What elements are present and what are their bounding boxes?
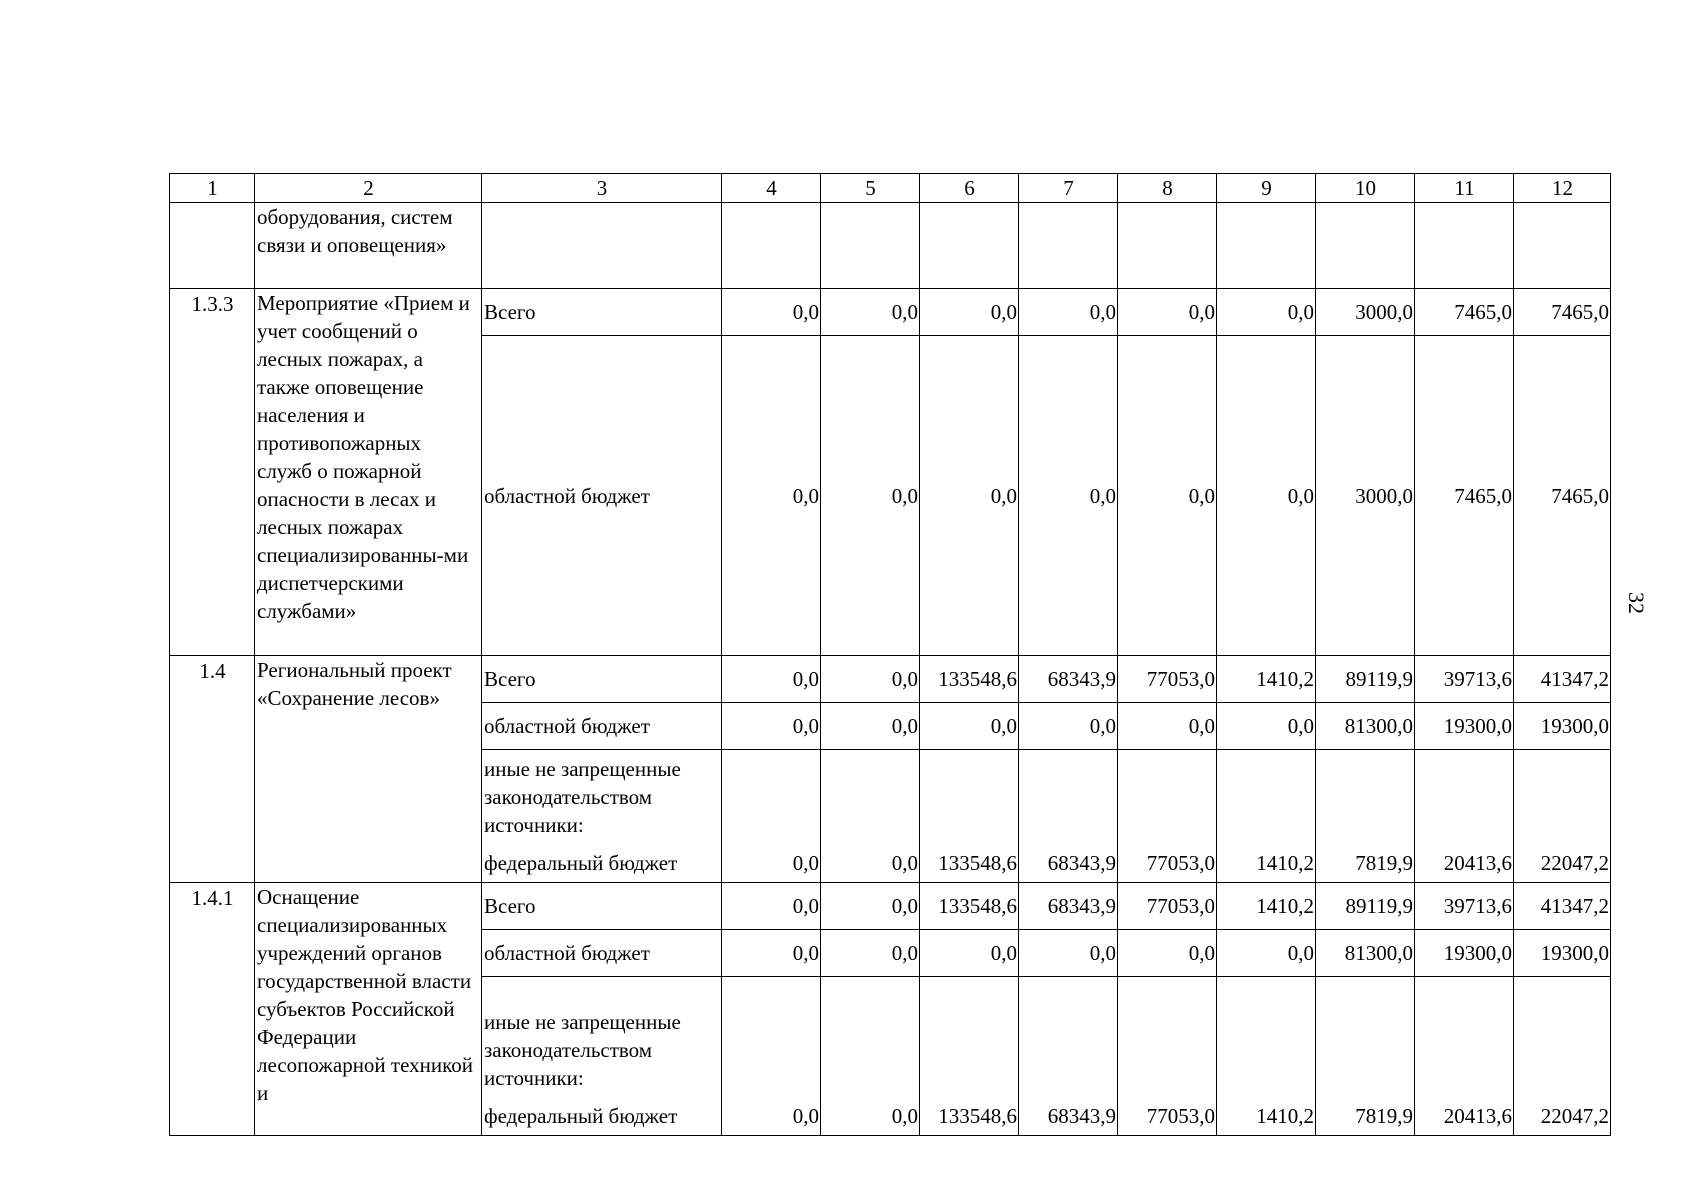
value-cell: 0,0 xyxy=(1019,930,1118,977)
column-header: 11 xyxy=(1415,174,1514,203)
value-cell: 89119,9 xyxy=(1316,656,1415,703)
value-cell: 0,0 xyxy=(821,289,920,336)
funding-source-intro: иные не запрещенные законодательством источники: xyxy=(484,757,681,837)
column-header: 5 xyxy=(821,174,920,203)
value-cell: 7465,0 xyxy=(1415,289,1514,336)
funding-source: областной бюджет xyxy=(482,930,722,977)
item-name: Региональный проект «Сохранение лесов» xyxy=(255,656,482,883)
budget-table xyxy=(169,173,1611,1136)
value-cell: 0,0 xyxy=(821,883,920,930)
value-cell: 19300,0 xyxy=(1514,703,1611,750)
item-name: оборудования, систем связи и оповещения» xyxy=(255,203,482,289)
value-cell: 0,0 xyxy=(1217,703,1316,750)
value-cell: 0,0 xyxy=(920,289,1019,336)
value-cell: 0,0 xyxy=(1118,703,1217,750)
funding-source: областной бюджет xyxy=(482,336,722,656)
page-number: 32 xyxy=(1624,592,1649,614)
empty-cell xyxy=(1118,203,1217,289)
column-header: 12 xyxy=(1514,174,1611,203)
value-cell: 133548,6 xyxy=(920,750,1019,883)
value-cell: 1410,2 xyxy=(1217,656,1316,703)
value-cell: 0,0 xyxy=(722,930,821,977)
value-cell: 19300,0 xyxy=(1514,930,1611,977)
item-name: Оснащение специализированных учреждений органов государственной власти субъектов Российской Федерации лесопожарной техникой и xyxy=(255,883,482,1136)
value-cell: 77053,0 xyxy=(1118,656,1217,703)
value-cell: 39713,6 xyxy=(1415,656,1514,703)
value-cell: 0,0 xyxy=(1217,289,1316,336)
empty-cell xyxy=(1316,203,1415,289)
value-cell: 3000,0 xyxy=(1316,336,1415,656)
value-cell: 0,0 xyxy=(722,336,821,656)
value-cell: 7465,0 xyxy=(1415,336,1514,656)
value-cell: 22047,2 xyxy=(1514,750,1611,883)
item-number: 1.3.3 xyxy=(170,289,255,656)
value-cell: 19300,0 xyxy=(1415,930,1514,977)
value-cell: 0,0 xyxy=(1019,336,1118,656)
value-cell: 22047,2 xyxy=(1514,977,1611,1136)
value-cell: 0,0 xyxy=(722,883,821,930)
value-cell: 133548,6 xyxy=(920,977,1019,1136)
value-cell: 0,0 xyxy=(1118,930,1217,977)
value-cell: 7465,0 xyxy=(1514,289,1611,336)
value-cell: 77053,0 xyxy=(1118,883,1217,930)
table-row xyxy=(170,289,1611,336)
value-cell: 19300,0 xyxy=(1415,703,1514,750)
table-row xyxy=(170,883,1611,930)
column-header: 7 xyxy=(1019,174,1118,203)
value-cell: 7819,9 xyxy=(1316,750,1415,883)
value-cell: 1410,2 xyxy=(1217,883,1316,930)
item-name: Мероприятие «Прием и учет сообщений о лесных пожарах, а также оповещение населения и противопожарных служб о пожарной опасности в лесах и лесных пожарах специализированны-ми диспетчерскими службами» xyxy=(255,289,482,656)
item-number: 1.4.1 xyxy=(170,883,255,1136)
value-cell: 0,0 xyxy=(920,336,1019,656)
table-body xyxy=(170,174,1611,1136)
empty-cell xyxy=(482,203,722,289)
value-cell: 7819,9 xyxy=(1316,977,1415,1136)
funding-source: Всего xyxy=(482,883,722,930)
value-cell: 81300,0 xyxy=(1316,930,1415,977)
column-header: 1 xyxy=(170,174,255,203)
value-cell: 68343,9 xyxy=(1019,883,1118,930)
value-cell: 68343,9 xyxy=(1019,977,1118,1136)
empty-cell xyxy=(1019,203,1118,289)
value-cell: 77053,0 xyxy=(1118,977,1217,1136)
column-header: 3 xyxy=(482,174,722,203)
value-cell: 1410,2 xyxy=(1217,977,1316,1136)
empty-cell xyxy=(722,203,821,289)
value-cell: 0,0 xyxy=(821,930,920,977)
value-cell: 0,0 xyxy=(920,930,1019,977)
column-header: 10 xyxy=(1316,174,1415,203)
value-cell: 0,0 xyxy=(920,703,1019,750)
column-header: 4 xyxy=(722,174,821,203)
value-cell: 0,0 xyxy=(722,656,821,703)
column-number-header-row xyxy=(170,174,1611,203)
value-cell: 0,0 xyxy=(1217,336,1316,656)
funding-source-name: федеральный бюджет xyxy=(484,1104,678,1128)
value-cell: 0,0 xyxy=(821,977,920,1136)
empty-cell xyxy=(821,203,920,289)
empty-cell xyxy=(920,203,1019,289)
value-cell: 77053,0 xyxy=(1118,750,1217,883)
empty-cell xyxy=(1514,203,1611,289)
value-cell: 41347,2 xyxy=(1514,883,1611,930)
value-cell: 20413,6 xyxy=(1415,977,1514,1136)
value-cell: 1410,2 xyxy=(1217,750,1316,883)
value-cell: 0,0 xyxy=(821,656,920,703)
funding-source: Всего xyxy=(482,656,722,703)
value-cell: 0,0 xyxy=(722,703,821,750)
value-cell: 0,0 xyxy=(1217,930,1316,977)
value-cell: 0,0 xyxy=(1118,336,1217,656)
value-cell: 0,0 xyxy=(1118,289,1217,336)
value-cell: 7465,0 xyxy=(1514,336,1611,656)
value-cell: 133548,6 xyxy=(920,656,1019,703)
column-header: 6 xyxy=(920,174,1019,203)
value-cell: 0,0 xyxy=(821,703,920,750)
value-cell: 39713,6 xyxy=(1415,883,1514,930)
value-cell: 133548,6 xyxy=(920,883,1019,930)
value-cell: 3000,0 xyxy=(1316,289,1415,336)
funding-source xyxy=(482,977,722,1136)
value-cell: 0,0 xyxy=(722,977,821,1136)
value-cell: 89119,9 xyxy=(1316,883,1415,930)
value-cell: 81300,0 xyxy=(1316,703,1415,750)
value-cell: 41347,2 xyxy=(1514,656,1611,703)
item-number: 1.4 xyxy=(170,656,255,883)
value-cell: 68343,9 xyxy=(1019,656,1118,703)
empty-cell xyxy=(1415,203,1514,289)
continuation-row xyxy=(170,203,1611,289)
value-cell: 0,0 xyxy=(1019,703,1118,750)
column-header: 9 xyxy=(1217,174,1316,203)
value-cell: 20413,6 xyxy=(1415,750,1514,883)
funding-source-intro: иные не запрещенные законодательством источники: xyxy=(484,1010,681,1090)
value-cell: 0,0 xyxy=(1019,289,1118,336)
value-cell: 0,0 xyxy=(722,750,821,883)
item-number xyxy=(170,203,255,289)
funding-source xyxy=(482,750,722,883)
value-cell: 0,0 xyxy=(821,336,920,656)
funding-source: областной бюджет xyxy=(482,703,722,750)
value-cell: 0,0 xyxy=(722,289,821,336)
empty-cell xyxy=(1217,203,1316,289)
funding-source: Всего xyxy=(482,289,722,336)
column-header: 8 xyxy=(1118,174,1217,203)
value-cell: 68343,9 xyxy=(1019,750,1118,883)
value-cell: 0,0 xyxy=(821,750,920,883)
table-row xyxy=(170,656,1611,703)
funding-source-name: федеральный бюджет xyxy=(484,851,678,875)
column-header: 2 xyxy=(255,174,482,203)
